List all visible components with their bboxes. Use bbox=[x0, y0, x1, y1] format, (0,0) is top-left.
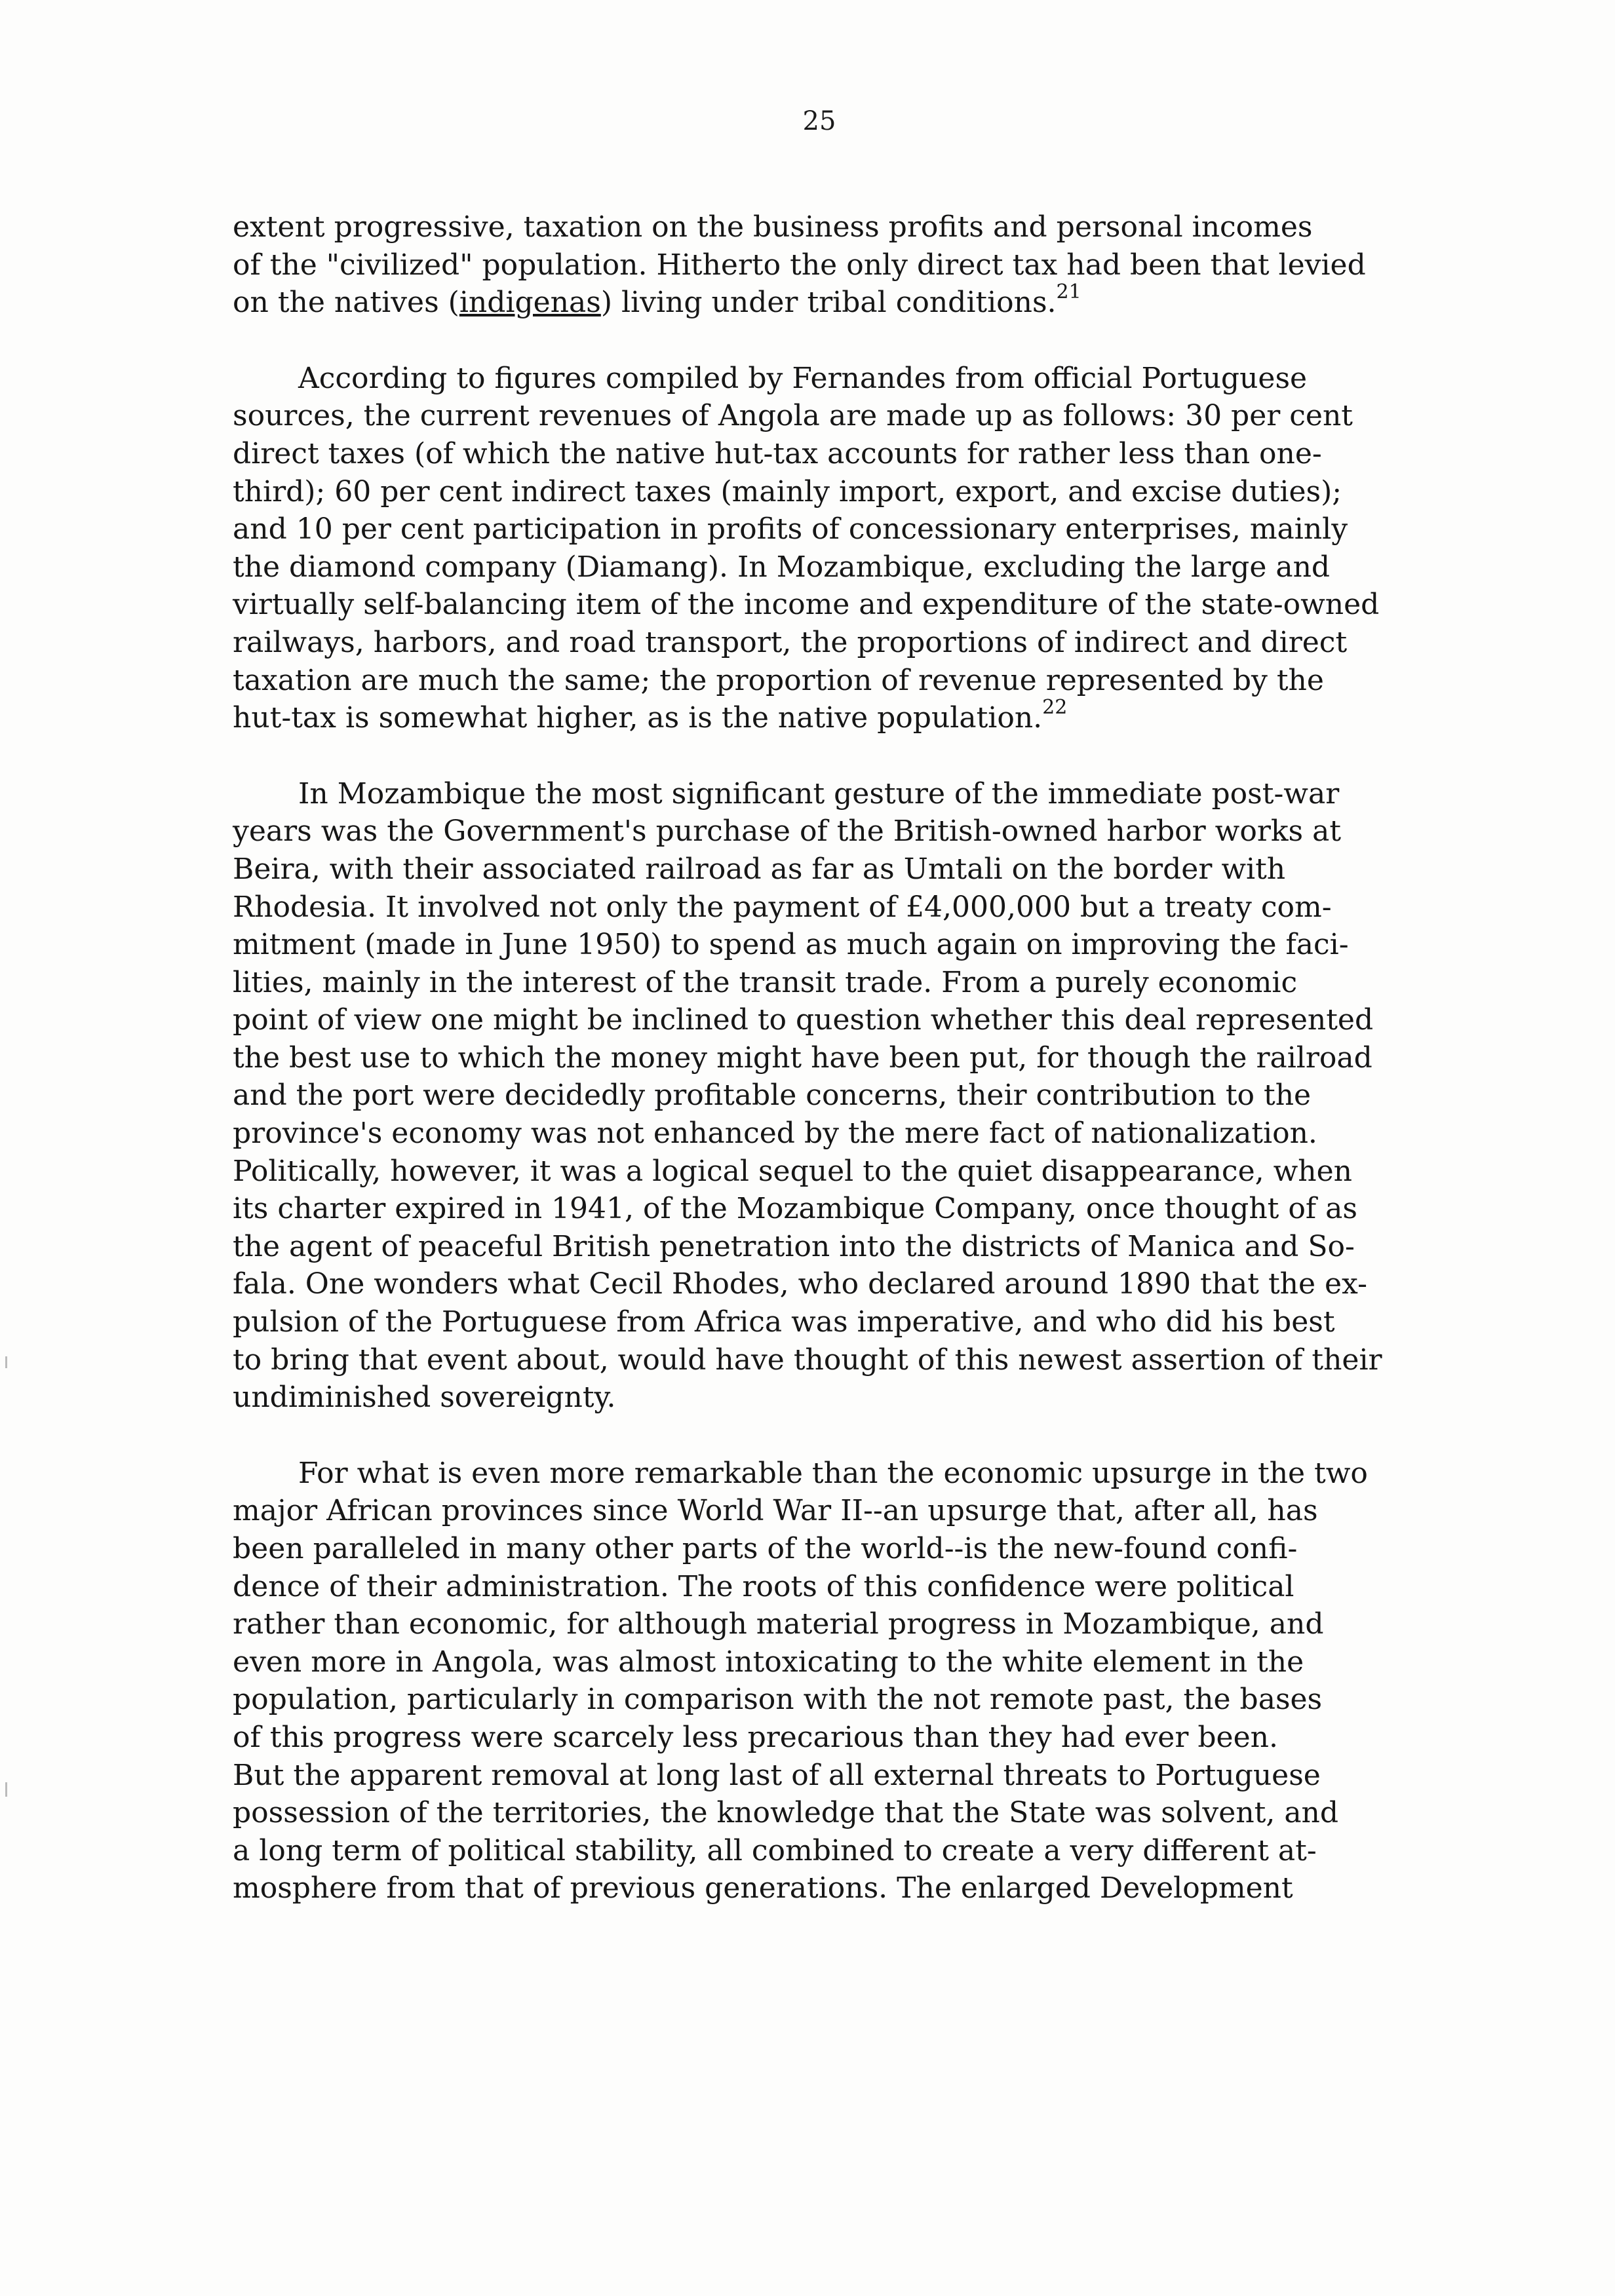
text-line bbox=[233, 696, 1432, 737]
text-segment: mitment (made in June 1950) to spend as much again on improving the faci- bbox=[233, 928, 1349, 962]
text-segment: of this progress were scarcely less precarious than they had ever been. bbox=[233, 1720, 1278, 1754]
text-segment: undiminished sovereignty. bbox=[233, 1381, 616, 1415]
text-line bbox=[233, 1719, 1432, 1757]
text-line bbox=[233, 1832, 1432, 1870]
paragraph bbox=[233, 360, 1432, 737]
text-line bbox=[233, 1001, 1432, 1039]
text-segment: possession of the territories, the knowledge that the State was solvent, and bbox=[233, 1796, 1339, 1830]
text-segment: rather than economic, for although material progress in Mozambique, and bbox=[233, 1607, 1324, 1641]
text-line bbox=[233, 1303, 1432, 1341]
text-segment: been paralleled in many other parts of the world--is the new-found confi- bbox=[233, 1532, 1298, 1565]
text-line bbox=[233, 851, 1432, 889]
text-line bbox=[233, 435, 1432, 473]
text-segment: Politically, however, it was a logical sequel to the quiet disappearance, when bbox=[233, 1154, 1352, 1188]
text-line bbox=[233, 813, 1432, 851]
text-line bbox=[233, 1379, 1432, 1417]
underlined-term: indigenas bbox=[459, 286, 601, 320]
text-line bbox=[233, 1153, 1432, 1191]
text-line bbox=[233, 1869, 1432, 1907]
text-line bbox=[233, 1039, 1432, 1077]
text-line bbox=[233, 889, 1432, 927]
text-line bbox=[233, 1341, 1432, 1379]
text-segment: major African provinces since World War II--an upsurge that, after all, has bbox=[233, 1494, 1318, 1528]
text-line bbox=[233, 1492, 1432, 1530]
text-line bbox=[233, 280, 1432, 322]
text-line bbox=[233, 1794, 1432, 1832]
text-line bbox=[233, 586, 1432, 624]
text-segment: even more in Angola, was almost intoxicating to the white element in the bbox=[233, 1645, 1304, 1679]
text-line bbox=[233, 964, 1432, 1002]
footnote-ref: 22 bbox=[1042, 696, 1068, 719]
text-line bbox=[233, 775, 1432, 813]
footnote-ref: 21 bbox=[1056, 280, 1081, 304]
text-segment: According to figures compiled by Fernandes from official Portuguese bbox=[298, 361, 1308, 395]
text-segment: a long term of political stability, all combined to create a very different at- bbox=[233, 1833, 1317, 1867]
text-line bbox=[233, 1190, 1432, 1228]
text-segment: years was the Government's purchase of the British-owned harbor works at bbox=[233, 814, 1342, 849]
text-line bbox=[233, 1455, 1432, 1493]
text-line bbox=[233, 397, 1432, 435]
text-segment: hut-tax is somewhat higher, as is the native population. bbox=[233, 701, 1043, 735]
text-segment: virtually self-balancing item of the income and expenditure of the state-owned bbox=[233, 588, 1380, 622]
text-line bbox=[233, 1757, 1432, 1795]
text-line bbox=[233, 624, 1432, 662]
text-segment: Rhodesia. It involved not only the payment of £4,000,000 but a treaty com- bbox=[233, 890, 1332, 924]
text-segment: In Mozambique the most significant gesture of the immediate post-war bbox=[298, 776, 1340, 811]
text-line bbox=[233, 1077, 1432, 1115]
text-segment: For what is even more remarkable than the economic upsurge in the two bbox=[298, 1456, 1368, 1490]
body-text bbox=[233, 208, 1432, 1945]
paragraph bbox=[233, 208, 1432, 322]
text-segment: the agent of peaceful British penetration into the districts of Manica and So- bbox=[233, 1229, 1355, 1263]
scan-speck bbox=[5, 1782, 7, 1797]
text-line bbox=[233, 1681, 1432, 1719]
text-segment: to bring that event about, would have thought of this newest assertion of their bbox=[233, 1343, 1382, 1377]
text-segment: Beira, with their associated railroad as far as Umtali on the border with bbox=[233, 852, 1286, 886]
paragraph bbox=[233, 1455, 1432, 1907]
text-segment: extent progressive, taxation on the business profits and personal incomes bbox=[233, 210, 1313, 244]
text-line bbox=[233, 926, 1432, 964]
text-line bbox=[233, 662, 1432, 700]
text-segment: point of view one might be inclined to question whether this deal represented bbox=[233, 1003, 1374, 1037]
text-line bbox=[233, 1265, 1432, 1303]
text-segment: taxation are much the same; the proportion of revenue represented by the bbox=[233, 663, 1324, 697]
text-segment: the best use to which the money might have been put, for though the railroad bbox=[233, 1041, 1372, 1075]
text-segment: mosphere from that of previous generations. The enlarged Development bbox=[233, 1871, 1293, 1905]
text-line bbox=[233, 510, 1432, 548]
paragraph bbox=[233, 775, 1432, 1417]
text-segment: dence of their administration. The roots of this confidence were political bbox=[233, 1569, 1294, 1603]
text-segment: its charter expired in 1941, of the Mozambique Company, once thought of as bbox=[233, 1192, 1357, 1226]
text-segment: railways, harbors, and road transport, the proportions of indirect and direct bbox=[233, 625, 1348, 659]
text-segment: and 10 per cent participation in profits of concessionary enterprises, mainly bbox=[233, 512, 1348, 546]
text-line bbox=[233, 473, 1432, 511]
text-segment: ) living under tribal conditions. bbox=[600, 286, 1057, 320]
text-segment: the diamond company (Diamang). In Mozambique, excluding the large and bbox=[233, 550, 1331, 584]
text-segment: population, particularly in comparison with the not remote past, the bases bbox=[233, 1683, 1323, 1717]
text-line bbox=[233, 1115, 1432, 1153]
scan-speck bbox=[5, 1356, 7, 1368]
text-line bbox=[233, 208, 1432, 246]
text-line bbox=[233, 1530, 1432, 1568]
text-segment: and the port were decidedly profitable concerns, their contribution to the bbox=[233, 1079, 1312, 1113]
text-segment: direct taxes (of which the native hut-tax accounts for rather less than one- bbox=[233, 436, 1322, 470]
text-segment: on the natives ( bbox=[233, 286, 459, 320]
text-line bbox=[233, 246, 1432, 284]
text-line bbox=[233, 1568, 1432, 1606]
text-line bbox=[233, 1228, 1432, 1266]
text-line bbox=[233, 360, 1432, 398]
text-segment: province's economy was not enhanced by the mere fact of nationalization. bbox=[233, 1117, 1317, 1151]
text-segment: fala. One wonders what Cecil Rhodes, who declared around 1890 that the ex- bbox=[233, 1267, 1367, 1301]
text-line bbox=[233, 548, 1432, 586]
text-segment: pulsion of the Portuguese from Africa was imperative, and who did his best bbox=[233, 1305, 1335, 1339]
page-number: 25 bbox=[802, 106, 836, 136]
text-segment: But the apparent removal at long last of all external threats to Portuguese bbox=[233, 1758, 1321, 1792]
text-segment: of the "civilized" population. Hitherto the only direct tax had been that levied bbox=[233, 248, 1366, 282]
text-segment: lities, mainly in the interest of the transit trade. From a purely economic bbox=[233, 965, 1298, 999]
text-segment: third); 60 per cent indirect taxes (mainly import, export, and excise duties); bbox=[233, 474, 1342, 508]
text-segment: sources, the current revenues of Angola are made up as follows: 30 per cent bbox=[233, 399, 1353, 433]
text-line bbox=[233, 1643, 1432, 1681]
text-line bbox=[233, 1605, 1432, 1643]
